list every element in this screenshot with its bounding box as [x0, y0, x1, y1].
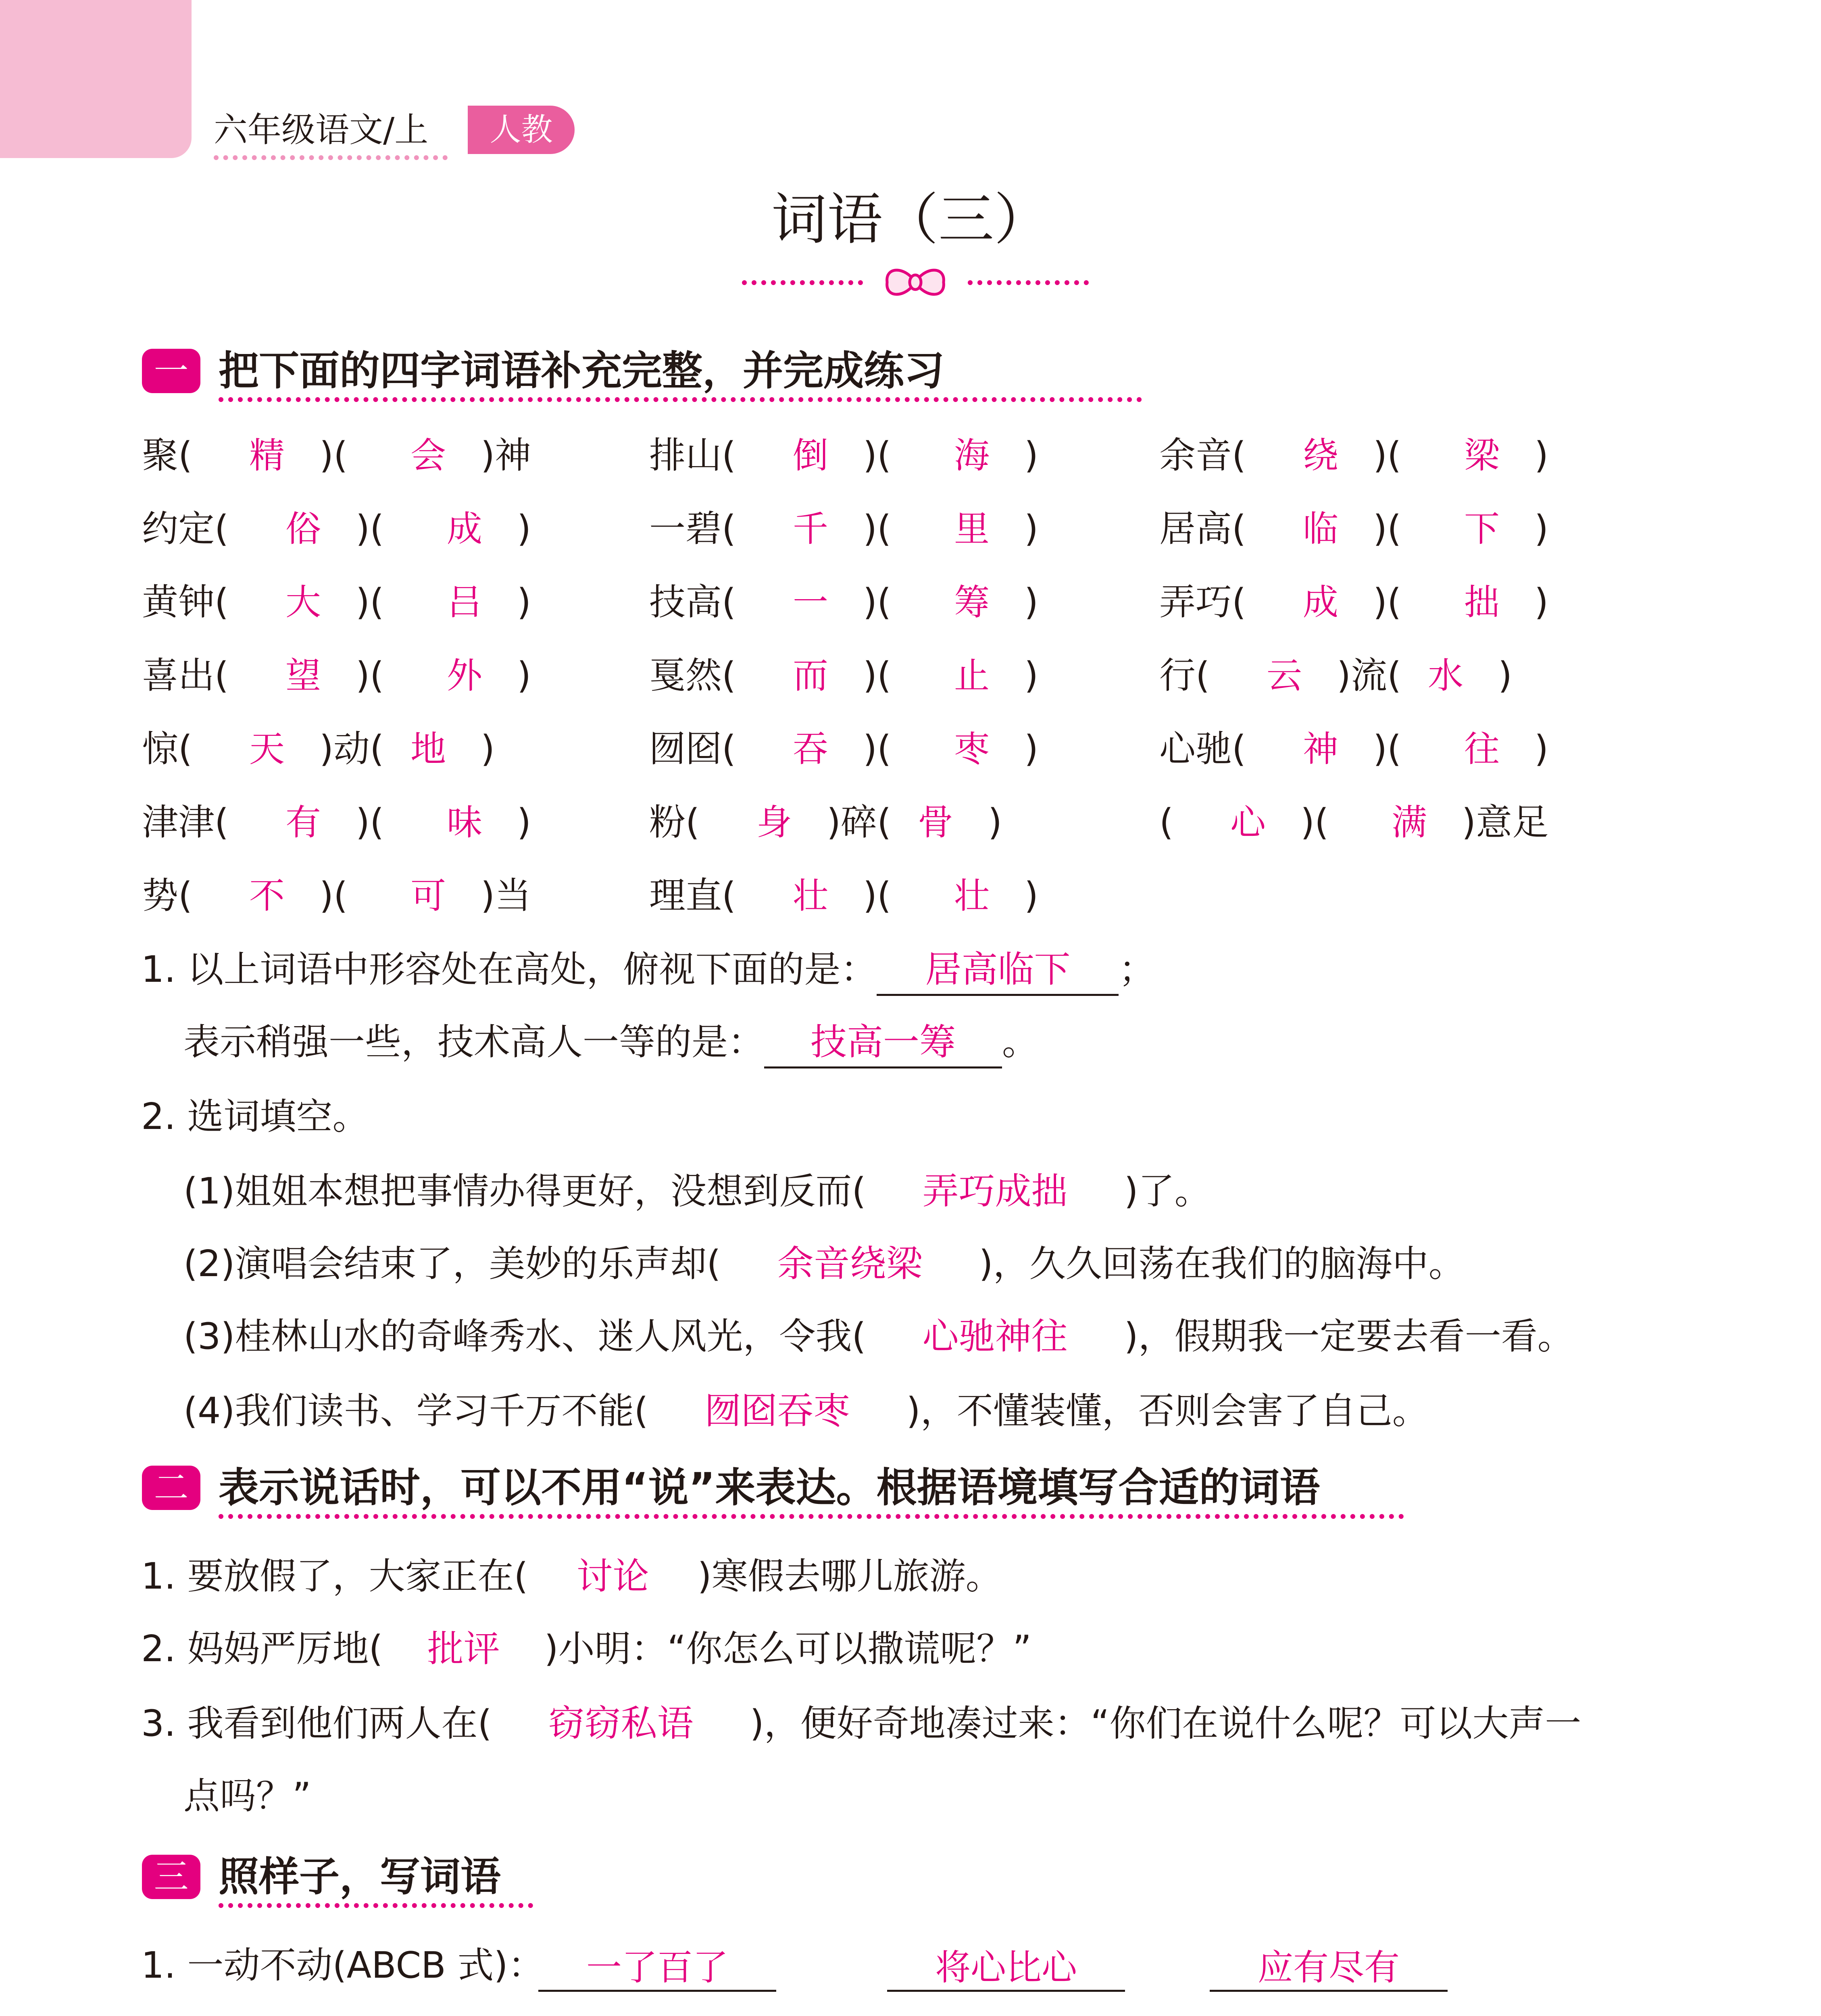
- q2-item-2: [183, 1236, 1465, 1292]
- idiom-text: 喜出(: [142, 654, 229, 697]
- idiom-text: ): [1534, 434, 1549, 477]
- answer-blank: [569, 2011, 806, 2016]
- bow-icon: [881, 262, 950, 302]
- filled-character: 壮: [792, 875, 828, 916]
- filled-character: 精: [249, 435, 285, 476]
- filled-character: 拙: [1464, 581, 1500, 623]
- q1-line1: [141, 941, 1155, 998]
- section-heading: 表示说话时，可以不用“说”来表达。根据语境填写合适的词语: [219, 1464, 1320, 1511]
- idiom-text: ): [1534, 508, 1549, 550]
- idiom-text: 居高(: [1159, 508, 1246, 550]
- filled-character: 成: [1302, 581, 1338, 623]
- filled-character: 吕: [446, 581, 482, 623]
- answer-text: 批评: [427, 1628, 500, 1670]
- idiom-text: )(: [863, 654, 892, 697]
- idiom-item: [1159, 501, 1643, 557]
- filled-character: 骨: [917, 802, 953, 843]
- filled-character: 而: [792, 655, 828, 696]
- answer-text: 窃窃私语: [548, 1702, 694, 1745]
- q2-item-1: [183, 1163, 1211, 1220]
- question-text: (4)我们读书、学习千万不能(: [183, 1390, 648, 1432]
- filled-character: 一: [792, 581, 828, 623]
- idiom-text: )神: [481, 434, 531, 477]
- q2-head: 2. 选词填空。: [141, 1095, 369, 1138]
- page-title: 词语（三）: [771, 187, 1050, 252]
- idiom-text: ): [988, 801, 1002, 843]
- idiom-item: [142, 648, 626, 704]
- section-underline: [219, 1514, 1404, 1519]
- idiom-item: [649, 794, 1133, 851]
- idiom-text: )(: [1373, 728, 1402, 770]
- idiom-text: )(: [1373, 508, 1402, 550]
- q1-line2: [183, 1014, 1038, 1070]
- idiom-item: [142, 794, 626, 851]
- idiom-text: )(: [319, 875, 348, 917]
- section-heading: 把下面的四字词语补充完整，并完成练习: [219, 347, 944, 394]
- idiom-text: ): [1024, 728, 1039, 770]
- idiom-text: ): [1498, 654, 1513, 697]
- filled-character: 会: [410, 435, 446, 476]
- question-text: 3. 我看到他们两人在(: [141, 1702, 492, 1745]
- s2-item-3: [141, 1695, 1581, 1752]
- filled-character: 止: [954, 655, 990, 696]
- section-underline: [219, 397, 1142, 402]
- section-underline: [219, 1903, 533, 1908]
- filled-character: 往: [1464, 728, 1500, 770]
- idiom-item: [142, 427, 626, 484]
- idiom-text: ): [1024, 654, 1039, 697]
- idiom-item: [649, 868, 1133, 924]
- idiom-text: ): [1024, 434, 1039, 477]
- q2-item-4: [183, 1383, 1429, 1439]
- filled-character: 云: [1266, 655, 1302, 696]
- q2-item-3: [183, 1308, 1574, 1365]
- filled-character: 望: [285, 655, 321, 696]
- question-text: 表示稍强一些，技术高人一等的是：: [183, 1021, 764, 1063]
- idiom-text: ): [1534, 581, 1549, 623]
- idiom-text: 排山(: [649, 434, 736, 477]
- section-badge: 三: [142, 1855, 200, 1899]
- idiom-text: 黄钟(: [142, 581, 229, 623]
- idiom-text: )(: [1300, 801, 1329, 843]
- answer-blank: [1214, 2011, 1452, 2016]
- idiom-text: 余音(: [1159, 434, 1246, 477]
- idiom-text: 约定(: [142, 508, 229, 550]
- idiom-text: )流(: [1337, 654, 1402, 697]
- section-badge: 一: [142, 349, 200, 393]
- idiom-item: [142, 721, 626, 777]
- filled-character: 地: [410, 728, 446, 770]
- idiom-item: [1159, 574, 1643, 631]
- question-text: 2. 妈妈严厉地(: [141, 1628, 383, 1670]
- idiom-item: [1159, 427, 1643, 484]
- filled-character: 海: [954, 435, 990, 476]
- question-text: )，不懂装懂，否则会害了自己。: [906, 1390, 1429, 1432]
- filled-character: 俗: [285, 508, 321, 550]
- pattern-label: 1. 一动不动(ABCB 式)：: [141, 1944, 544, 1987]
- idiom-text: )(: [356, 508, 384, 550]
- answer-blank: 应有尽有: [1210, 1937, 1448, 1992]
- idiom-text: ): [1024, 875, 1039, 917]
- filled-character: 筹: [954, 581, 990, 623]
- filled-character: 千: [792, 508, 828, 550]
- idiom-text: 弄巧(: [1159, 581, 1246, 623]
- idiom-item: [142, 574, 626, 631]
- idiom-text: ): [1024, 581, 1039, 623]
- title-decoration: [742, 262, 1089, 302]
- question-text: )，假期我一定要去看一看。: [1124, 1315, 1574, 1358]
- idiom-text: )碎(: [827, 801, 892, 843]
- idiom-text: ): [1024, 508, 1039, 550]
- idiom-item: [649, 721, 1133, 777]
- filled-character: 绕: [1302, 435, 1338, 476]
- idiom-item: [142, 868, 626, 924]
- idiom-item: [649, 648, 1133, 704]
- filled-character: 满: [1391, 802, 1427, 843]
- idiom-text: )(: [356, 801, 384, 843]
- idiom-text: 理直(: [649, 875, 736, 917]
- answer-text: 心驰神往: [922, 1315, 1068, 1358]
- idiom-text: 戛然(: [649, 654, 736, 697]
- s2-item-3-cont: 点吗？”: [183, 1775, 311, 1817]
- idiom-text: )(: [319, 434, 348, 477]
- answer-blank: 一了百了: [538, 1937, 776, 1992]
- question-text: )了。: [1124, 1170, 1211, 1212]
- filled-character: 神: [1302, 728, 1338, 770]
- question-text: )，久久回荡在我们的脑海中。: [979, 1243, 1465, 1285]
- question-text: (2)演唱会结束了，美妙的乐声却(: [183, 1243, 721, 1285]
- filled-character: 吞: [792, 728, 828, 770]
- idiom-item: [1159, 648, 1643, 704]
- answer-blank: 技高一筹: [764, 1018, 1002, 1068]
- idiom-text: 一碧(: [649, 508, 736, 550]
- filled-character: 不: [249, 875, 285, 916]
- idiom-text: ): [1534, 728, 1549, 770]
- idiom-text: )意足: [1462, 801, 1549, 843]
- idiom-text: 粉(: [649, 801, 700, 843]
- filled-character: 下: [1464, 508, 1500, 550]
- idiom-text: )动(: [319, 728, 384, 770]
- idiom-text: )(: [863, 728, 892, 770]
- filled-character: 外: [446, 655, 482, 696]
- idiom-text: )(: [356, 581, 384, 623]
- idiom-text: 技高(: [649, 581, 736, 623]
- filled-character: 心: [1230, 802, 1266, 843]
- answer-blank: 将心比心: [887, 1937, 1125, 1992]
- idiom-text: (: [1159, 801, 1174, 843]
- idiom-item: [649, 501, 1133, 557]
- filled-character: 枣: [954, 728, 990, 770]
- idiom-text: ): [517, 581, 531, 623]
- idiom-item: [1159, 794, 1643, 851]
- idiom-text: ): [481, 728, 495, 770]
- idiom-text: )当: [481, 875, 531, 917]
- question-text: 1. 以上词语中形容处在高处，俯视下面的是：: [141, 948, 877, 991]
- answer-text: 弄巧成拙: [922, 1170, 1068, 1212]
- idiom-item: [142, 501, 626, 557]
- idiom-text: )(: [863, 581, 892, 623]
- idiom-text: )(: [356, 654, 384, 697]
- pattern-label: [141, 2011, 544, 2016]
- idiom-text: )(: [1373, 581, 1402, 623]
- idiom-text: 津津(: [142, 801, 229, 843]
- question-text: (3)桂林山水的奇峰秀水、迷人风光，令我(: [183, 1315, 866, 1358]
- idiom-text: ): [517, 801, 531, 843]
- idiom-text: 惊(: [142, 728, 193, 770]
- edition-badge: 人教: [468, 106, 575, 154]
- filled-character: 梁: [1464, 435, 1500, 476]
- idiom-text: ): [517, 654, 531, 697]
- idiom-text: 聚(: [142, 434, 193, 477]
- question-text: 。: [1002, 1021, 1038, 1063]
- filled-character: 有: [285, 802, 321, 843]
- answer-text: 讨论: [576, 1555, 649, 1597]
- filled-character: 身: [756, 802, 792, 843]
- idiom-text: ): [517, 508, 531, 550]
- idiom-text: )(: [863, 875, 892, 917]
- idiom-item: [649, 427, 1133, 484]
- idiom-item: [1159, 721, 1643, 777]
- answer-text: 囫囵吞枣: [704, 1390, 850, 1432]
- idiom-text: 势(: [142, 875, 193, 917]
- idiom-text: )(: [863, 434, 892, 477]
- filled-character: 水: [1427, 655, 1463, 696]
- filled-character: 倒: [792, 435, 828, 476]
- question-text: )小明：“你怎么可以撒谎呢？”: [544, 1628, 1031, 1670]
- filled-character: 可: [410, 875, 446, 916]
- filled-character: 天: [249, 728, 285, 770]
- filled-character: 里: [954, 508, 990, 550]
- grade-label: 六年级语文/上: [214, 110, 429, 150]
- header-dotted-line: [214, 155, 448, 160]
- question-text: ；: [1119, 948, 1155, 991]
- question-text: (1)姐姐本想把事情办得更好，没想到反而(: [183, 1170, 866, 1212]
- idiom-text: )(: [1373, 434, 1402, 477]
- filled-character: 临: [1302, 508, 1338, 550]
- question-text: )寒假去哪儿旅游。: [697, 1555, 1002, 1597]
- filled-character: 大: [285, 581, 321, 623]
- answer-text: 余音绕梁: [777, 1243, 923, 1285]
- idiom-text: )(: [863, 508, 892, 550]
- idiom-item: [649, 574, 1133, 631]
- idiom-text: 行(: [1159, 654, 1210, 697]
- filled-character: 壮: [954, 875, 990, 916]
- filled-character: 味: [446, 802, 482, 843]
- question-text: 1. 要放假了，大家正在(: [141, 1555, 528, 1597]
- s2-item-2: [141, 1621, 1031, 1677]
- answer-blank: [889, 2011, 1127, 2016]
- corner-tab: [0, 0, 192, 158]
- filled-character: 成: [446, 508, 482, 550]
- idiom-text: 心驰(: [1159, 728, 1246, 770]
- question-text: )，便好奇地凑过来：“你们在说什么呢？可以大声一: [750, 1702, 1581, 1745]
- s2-item-1: [141, 1548, 1002, 1605]
- section-heading: 照样子，写词语: [219, 1853, 501, 1900]
- answer-blank: 居高临下: [877, 946, 1119, 996]
- idiom-text: 囫囵(: [649, 728, 736, 770]
- section-badge: 二: [142, 1466, 200, 1510]
